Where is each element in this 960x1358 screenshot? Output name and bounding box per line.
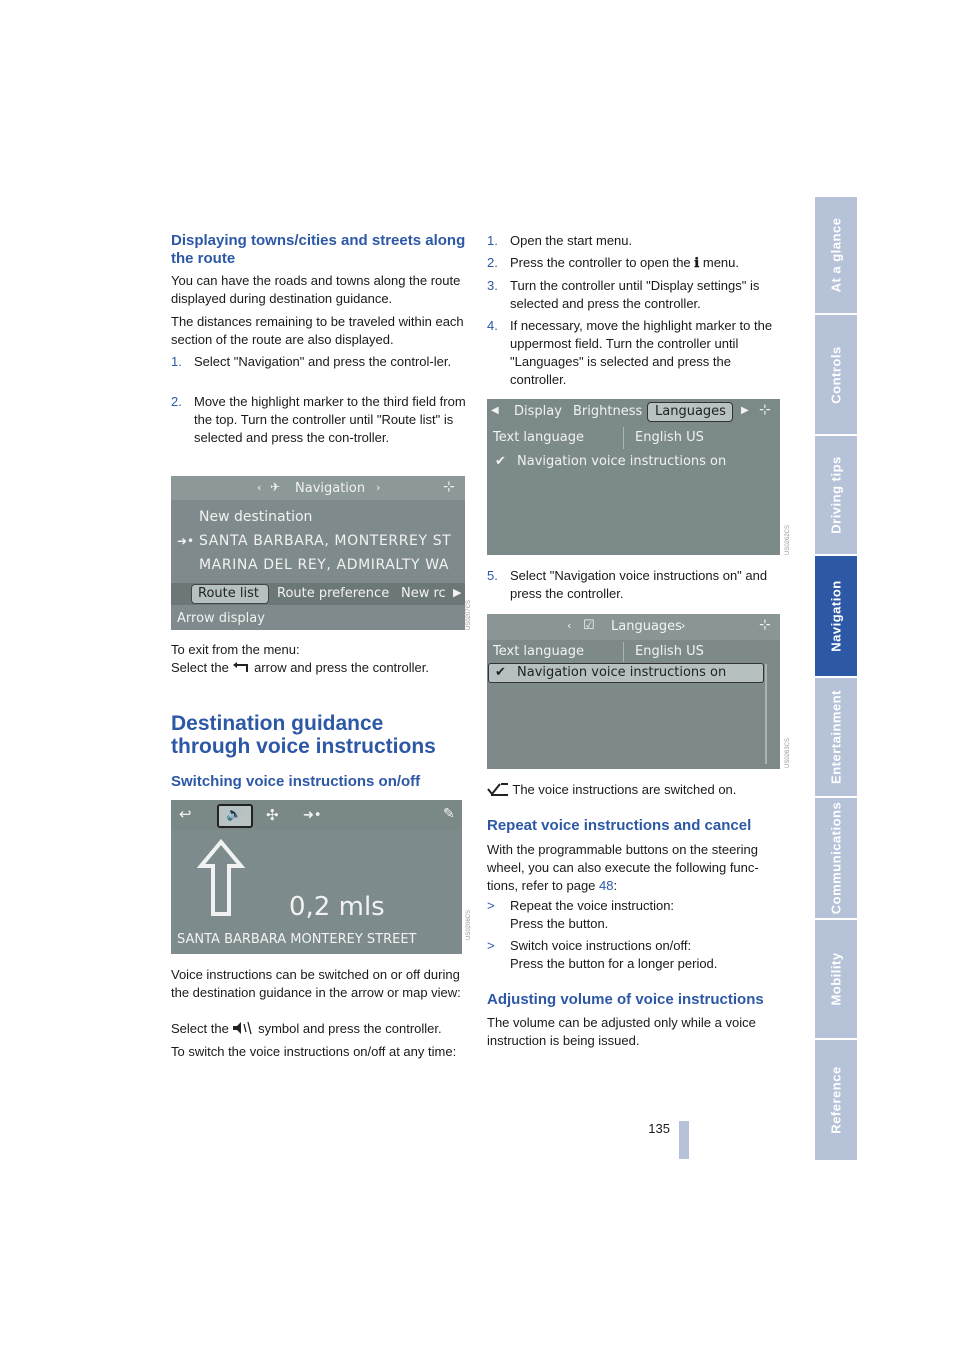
paragraph-switched-on bbox=[487, 781, 787, 799]
step-number: 1. bbox=[487, 233, 498, 248]
screen-tab-display: Display bbox=[514, 404, 562, 419]
bullet-text: Repeat the voice instruction: Press the button. bbox=[510, 898, 675, 931]
navigation-icon: ✈ bbox=[270, 480, 281, 494]
screen-tab-new-route: New rc bbox=[401, 586, 446, 601]
step-right-1 bbox=[487, 232, 782, 250]
step-number: 5. bbox=[487, 568, 498, 583]
paragraph-exit-menu bbox=[171, 641, 466, 677]
info-icon: ℹ bbox=[694, 255, 700, 270]
step-text-a: Press the controller to open the bbox=[510, 255, 691, 270]
tab-communications[interactable]: Communications bbox=[815, 798, 857, 920]
screen-tab-languages-label: Languages bbox=[655, 404, 726, 419]
heading-adjusting-volume: Adjusting volume of voice instructions bbox=[487, 991, 764, 1008]
chevron-right-icon: › bbox=[376, 481, 381, 494]
exit-text-2b: arrow and press the controller. bbox=[254, 660, 429, 675]
paragraph-programmable-buttons bbox=[487, 841, 783, 895]
bullet-text: Switch voice instructions on/off: Press the button for a longer period. bbox=[510, 938, 718, 971]
bullet-repeat bbox=[487, 897, 782, 933]
screen-row-route-2: MARINA DEL REY, ADMIRALTY WA bbox=[199, 557, 450, 573]
compass-icon: ⊹ bbox=[443, 479, 455, 495]
heading-displaying-towns: Displaying towns/cities and streets along the route bbox=[171, 232, 466, 267]
heading-destination-guidance: Destination guidance through voice instructions bbox=[171, 712, 436, 758]
settings-check-icon: ☑ bbox=[583, 618, 595, 633]
arrow-right-icon: ▶ bbox=[453, 586, 462, 599]
tab-entertainment[interactable]: Entertainment bbox=[815, 678, 857, 798]
step-text: Open the start menu. bbox=[510, 233, 633, 248]
bullet-marker: > bbox=[487, 898, 495, 913]
step-text: Select "Navigation voice instructions on" and press the controller. bbox=[510, 568, 768, 601]
back-arrow-icon bbox=[232, 661, 250, 673]
screen-row-divider bbox=[623, 427, 624, 449]
tab-controls[interactable]: Controls bbox=[815, 315, 857, 436]
distance-readout: 0,2 mls bbox=[289, 892, 385, 922]
repeat-text-end: : bbox=[613, 878, 618, 893]
checkmark-icon: ✔ bbox=[495, 454, 506, 469]
screen-row-new-destination: New destination bbox=[199, 509, 313, 525]
paragraph-switch-any-time: To switch the voice instructions on/off at any time: bbox=[171, 1044, 457, 1059]
screen-tab-brightness: Brightness bbox=[573, 404, 643, 419]
paragraph-route-display: You can have the roads and towns along the route displayed during destination guidance. bbox=[171, 273, 461, 306]
compass-icon: ⊹ bbox=[759, 402, 771, 418]
step-number: 4. bbox=[487, 318, 498, 333]
page-reference-link[interactable]: 48 bbox=[599, 878, 614, 893]
select-text-a: Select the bbox=[171, 1021, 229, 1036]
image-code: US0206CS bbox=[466, 909, 472, 940]
scroll-track bbox=[765, 664, 767, 764]
tab-at-a-glance[interactable]: At a glance bbox=[815, 197, 857, 315]
pen-icon: ✎ bbox=[443, 806, 455, 822]
step-right-2 bbox=[487, 254, 782, 272]
tab-driving-tips[interactable]: Driving tips bbox=[815, 436, 857, 556]
page-marker-bar bbox=[679, 1121, 689, 1159]
step-text: If necessary, move the highlight marker to the uppermost field. Turn the controller until "Languages" is selected and press the controller. bbox=[510, 318, 773, 387]
switched-on-text: The voice instructions are switched on. bbox=[512, 782, 737, 797]
step-number: 3. bbox=[487, 278, 498, 293]
step-number: 2. bbox=[171, 394, 182, 409]
chevron-left-icon: ‹ bbox=[567, 619, 572, 632]
step-right-3 bbox=[487, 277, 782, 313]
paragraph-volume: The volume can be adjusted only while a voice instruction is being issued. bbox=[487, 1015, 756, 1048]
paragraph-select-symbol bbox=[171, 1020, 471, 1038]
screen-option-voice: Navigation voice instructions on bbox=[517, 665, 727, 680]
screen-row-arrow-display: Arrow display bbox=[177, 611, 265, 626]
map-icon: ✣ bbox=[266, 806, 279, 824]
checkmark-icon: ✔ bbox=[495, 665, 506, 680]
screen-value-english: English US bbox=[635, 430, 704, 445]
speaker-icon: 🔊 bbox=[226, 807, 243, 822]
tab-mobility[interactable]: Mobility bbox=[815, 920, 857, 1040]
bullet-switch bbox=[487, 937, 782, 973]
bullet-marker: > bbox=[487, 938, 495, 953]
chapter-tabs bbox=[815, 197, 857, 1160]
image-code: US0262CS bbox=[785, 524, 791, 555]
screenshot-display-settings bbox=[487, 399, 780, 555]
exit-text-2a: Select the bbox=[171, 660, 229, 675]
step-right-4 bbox=[487, 317, 787, 389]
street-name: SANTA BARBARA MONTEREY STREET bbox=[177, 932, 417, 947]
step-text bbox=[510, 254, 782, 272]
step-left-1 bbox=[171, 353, 466, 389]
paragraph-distances: The distances remaining to be traveled within each section of the route are also displayed. bbox=[171, 314, 464, 347]
screen-label-text-language: Text language bbox=[493, 430, 584, 445]
checkmark-icon bbox=[487, 782, 509, 796]
step-text: Move the highlight marker to the third field from the top. Turn the controller until "Route list" is selected and press the con-troller. bbox=[194, 394, 466, 445]
step-left-2 bbox=[171, 393, 466, 465]
back-icon: ↩ bbox=[179, 805, 192, 823]
repeat-text: With the programmable buttons on the steering wheel, you can also execute the following func-tions, refer to page bbox=[487, 842, 759, 893]
screen-label-text-language: Text language bbox=[493, 644, 584, 659]
select-text-b: symbol and press the controller. bbox=[258, 1021, 442, 1036]
screen-row-divider bbox=[623, 642, 624, 662]
tab-reference[interactable]: Reference bbox=[815, 1040, 857, 1160]
exit-text-1: To exit from the menu: bbox=[171, 642, 300, 657]
compass-icon: ⊹ bbox=[759, 617, 771, 633]
step-text-b: menu. bbox=[702, 255, 740, 270]
chevron-right-icon: › bbox=[681, 619, 686, 632]
route-arrow-icon: ➜• bbox=[303, 808, 322, 823]
heading-repeat-voice: Repeat voice instructions and cancel bbox=[487, 817, 752, 834]
chevron-left-icon: ‹ bbox=[257, 481, 262, 494]
tab-navigation[interactable]: Navigation bbox=[815, 556, 857, 678]
screenshot-languages bbox=[487, 614, 780, 769]
up-arrow-icon bbox=[197, 838, 245, 918]
image-code: US0207CS bbox=[466, 599, 472, 630]
step-text: Select "Navigation" and press the control-ler. bbox=[194, 354, 452, 369]
screen-option-voice: Navigation voice instructions on bbox=[517, 454, 727, 469]
screenshot-route-list bbox=[171, 476, 465, 630]
arrow-left-icon: ◀ bbox=[491, 405, 499, 416]
screen-tab-route-preference: Route preference bbox=[277, 586, 390, 601]
heading-switching-voice: Switching voice instructions on/off bbox=[171, 773, 421, 790]
paragraph-voice-switch: Voice instructions can be switched on or off during the destination guidance in the arrow or map view: bbox=[171, 967, 461, 1000]
screen-tab-route-list-label: Route list bbox=[198, 586, 259, 601]
step-number: 2. bbox=[487, 255, 498, 270]
screenshot-arrow-view bbox=[171, 800, 462, 954]
step-number: 1. bbox=[171, 354, 182, 369]
screen-value-english: English US bbox=[635, 644, 704, 659]
route-arrow-icon: ➜• bbox=[177, 534, 195, 548]
image-code: US0263CS bbox=[785, 737, 791, 768]
step-text: Turn the controller until "Display settings" is selected and press the controller. bbox=[510, 278, 760, 311]
step-right-5 bbox=[487, 567, 782, 603]
screen-header-title: Languages bbox=[611, 619, 682, 634]
screen-header-title: Navigation bbox=[295, 481, 366, 496]
page-number: 135 bbox=[648, 1121, 670, 1136]
screen-row-route-1: SANTA BARBARA, MONTERREY ST bbox=[199, 533, 452, 549]
arrow-right-icon: ▶ bbox=[741, 405, 749, 416]
speaker-icon bbox=[232, 1021, 254, 1035]
